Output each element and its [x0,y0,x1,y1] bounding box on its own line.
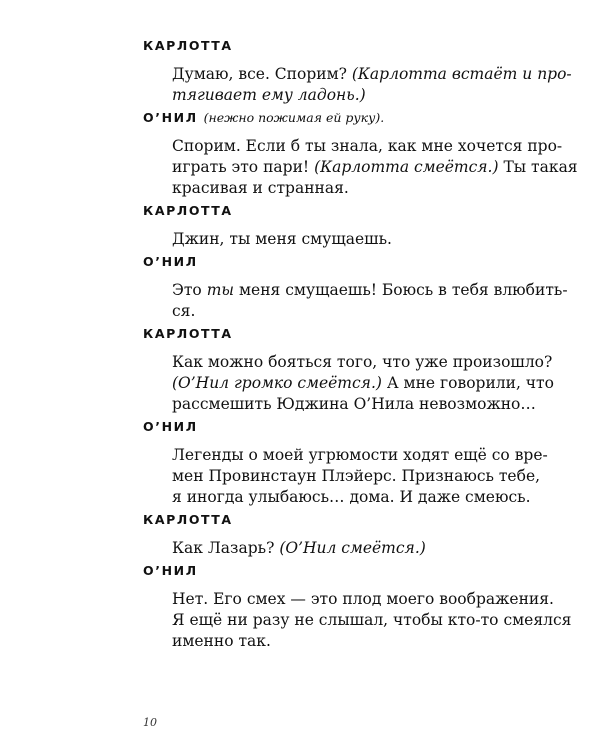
speaker-oneil: О’НИЛ [143,563,198,578]
stage-direction: (Карлотта смеётся.) [314,158,499,176]
dialogue-line: я иногда улыбаюсь… дома. И даже смеюсь. [172,488,531,506]
dialogue-text: А мне говорили, что [381,374,554,392]
stage-direction: тягивает ему ладонь.) [172,86,366,104]
dialogue-line: Нет. Его смех — это плод моего воображения. [172,590,554,608]
dialogue-line: рассмешить Юджина О’Нила невозможно… [172,395,536,413]
dialogue-text: Думаю, все. Спорим? [172,65,352,83]
dialogue-line [172,538,426,558]
speaker-name: О’НИЛ [143,110,198,125]
dialogue-line [172,373,554,393]
dialogue-line [172,157,578,177]
dialogue-text: играть это пари! [172,158,315,176]
stage-direction: (О’Нил громко смеётся.) [172,374,382,392]
speaker-oneil: О’НИЛ [143,419,198,434]
dialogue-line: именно так. [172,632,271,650]
speaker-karlotta: КАРЛОТТА [143,326,233,341]
speaker-oneil: О’НИЛ [143,254,198,269]
stage-direction: (Карлотта встаёт и про- [351,65,572,83]
dialogue-line: Спорим. Если б ты знала, как мне хочется про- [172,137,563,155]
dialogue-text: Ты такая [498,158,578,176]
dialogue-line: ся. [172,302,196,320]
speaker-karlotta: КАРЛОТТА [143,203,233,218]
speaker-karlotta: КАРЛОТТА [143,512,233,527]
dialogue-line [172,280,568,300]
dialogue-line: красивая и странная. [172,179,349,197]
dialogue-line: мен Провинстаун Плэйерс. Признаюсь тебе, [172,467,541,485]
dialogue-line: Джин, ты меня смущаешь. [172,230,392,248]
speaker-oneil [143,110,384,126]
speaker-karlotta: КАРЛОТТА [143,38,233,53]
dialogue-line [172,64,572,84]
dialogue-line [172,85,366,105]
dialogue-text: Как Лазарь? [172,539,280,557]
emphasis-text: ты [206,281,235,299]
stage-direction: (О’Нил смеётся.) [279,539,426,557]
dialogue-line: Легенды о моей угрюмости ходят ещё со вре- [172,446,548,464]
dialogue-text: Это [172,281,207,299]
dialogue-text: меня смущаешь! Боюсь в тебя влюбить- [234,281,568,299]
dialogue-line: Я ещё ни разу не слышал, чтобы кто-то смеялся [172,611,572,629]
page-number: 10 [143,716,157,729]
stage-direction: (нежно пожимая ей руку). [203,110,385,125]
dialogue-line: Как можно бояться того, что уже произошло? [172,353,553,371]
